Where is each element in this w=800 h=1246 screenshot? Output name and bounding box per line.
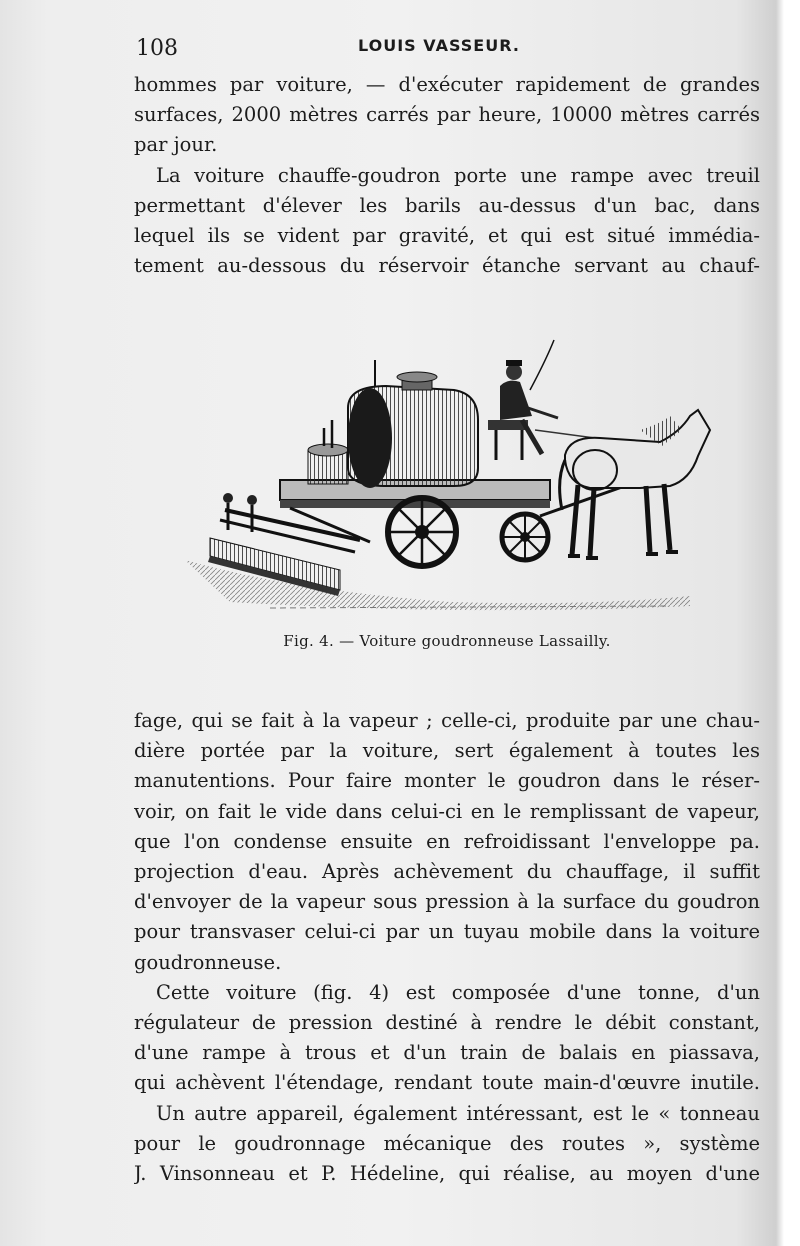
driver: [488, 340, 558, 460]
page-number: 108: [136, 36, 178, 61]
text-line: goudronneuse.: [134, 950, 282, 974]
boiler: [308, 420, 348, 484]
text-line: Cette voiture (fig. 4) est composée d'une tonne, d'un: [156, 980, 760, 1004]
figure-caption: Fig. 4. — Voiture goudronneuse Lassailly.: [283, 632, 611, 650]
text-line: pour le goudronnage mécanique des routes », système: [134, 1131, 760, 1155]
text-line: régulateur de pression destiné à rendre le débit constant,: [134, 1011, 760, 1035]
rear-wheel: [388, 498, 456, 566]
text-line: que l'on condense ensuite en refroidissant l'enveloppe pa.: [134, 829, 760, 853]
text-line: manutentions. Pour faire monter le goudron dans le réser-: [134, 769, 760, 793]
figure-tar-cart-illustration: [170, 320, 730, 620]
text-line: qui achèvent l'étendage, rendant toute main-d'œuvre inutile.: [134, 1071, 760, 1095]
text-line: surfaces, 2000 mètres carrés par heure, 10000 mètres carrés: [134, 103, 760, 127]
text-line: d'envoyer de la vapeur sous pression à la surface du goudron: [134, 890, 760, 914]
page-header: [136, 34, 756, 62]
text-line: La voiture chauffe-goudron porte une rampe avec treuil: [156, 163, 760, 187]
text-line: par jour.: [134, 133, 218, 157]
text-line: tement au-dessous du réservoir étanche servant au chauf-: [134, 254, 760, 278]
text-block-bottom: [134, 706, 760, 1189]
text-line: J. Vinsonneau et P. Hédeline, qui réalise, au moyen d'une: [134, 1162, 760, 1186]
text-line: fage, qui se fait à la vapeur ; celle-ci, produite par une chau-: [134, 709, 760, 732]
text-line: d'une rampe à trous et d'un train de balais en piassava,: [134, 1041, 760, 1065]
running-head: LOUIS VASSEUR.: [358, 36, 520, 55]
text-line: pour transvaser celui-ci par un tuyau mobile dans la voiture: [134, 920, 760, 944]
horse: [560, 410, 710, 558]
text-block-top: [134, 70, 760, 281]
text-line: lequel ils se vident par gravité, et qui est situé immédia-: [134, 224, 760, 248]
tar-tank: [348, 360, 478, 488]
text-line: dière portée par la voiture, sert également à toutes les: [134, 739, 760, 763]
text-line: Un autre appareil, également intéressant, est le « tonneau: [156, 1101, 760, 1125]
text-line: projection d'eau. Après achèvement du chauffage, il suffit: [134, 860, 760, 884]
text-line: hommes par voiture, — d'exécuter rapidement de grandes: [134, 73, 760, 96]
text-line: permettant d'élever les barils au-dessus d'un bac, dans: [134, 193, 760, 217]
front-wheel: [502, 514, 548, 560]
text-line: voir, on fait le vide dans celui-ci en le remplissant de vapeur,: [134, 799, 760, 823]
tar-cart-engraving: [170, 320, 730, 620]
